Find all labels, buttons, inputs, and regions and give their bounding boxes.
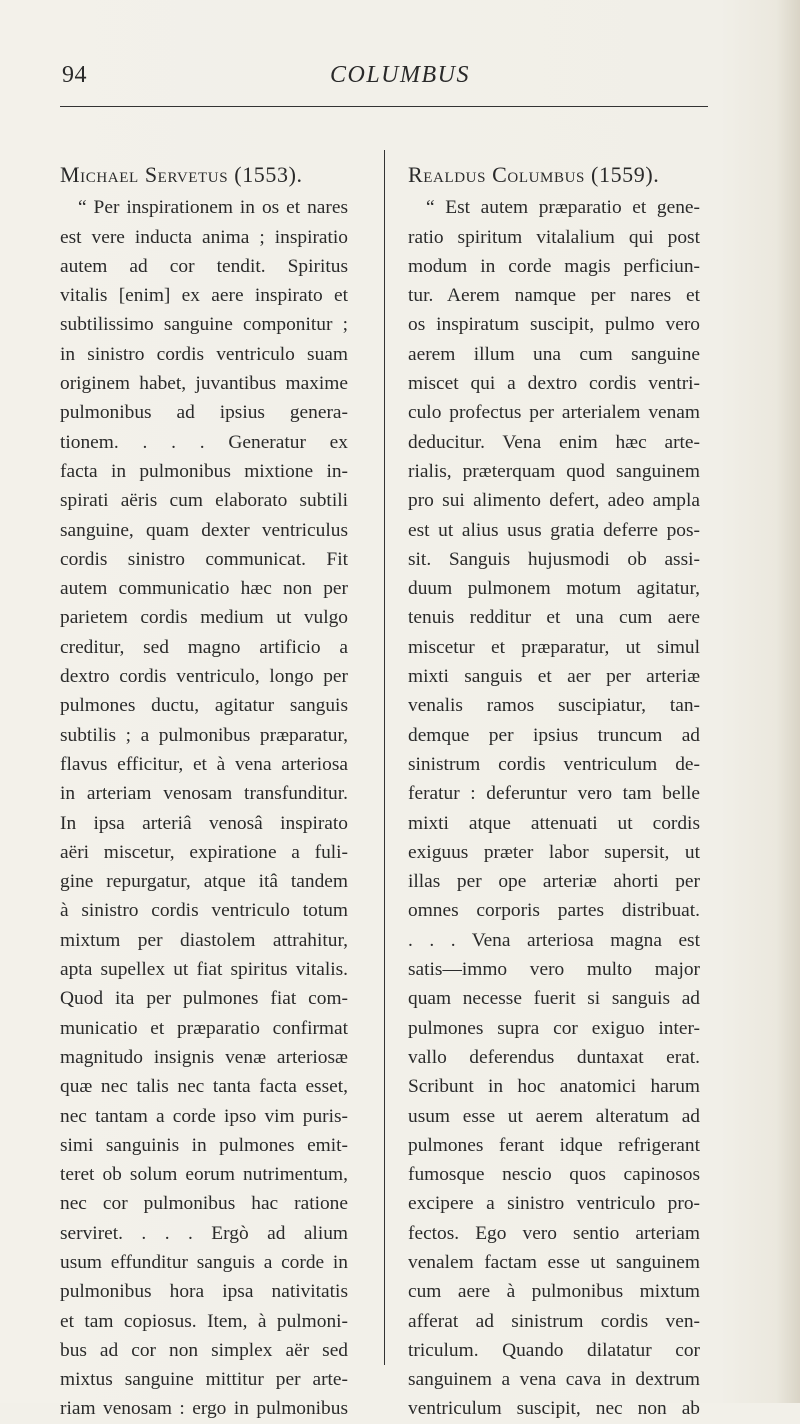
text-line: cordis sinistro communicat. Fit	[60, 548, 348, 570]
text-line: autem ad cor tendit. Spiritus	[60, 255, 348, 277]
text-line: nec tantam a corde ipso vim puris-	[60, 1105, 348, 1127]
text-line: fumosque nescio quos capinosos	[408, 1164, 700, 1186]
text-line: ratio spiritum vitalalium qui post	[408, 226, 700, 248]
text-line: pulmonibus ad ipsius genera-	[60, 402, 348, 424]
text-line: cum aere à pulmonibus mixtum	[408, 1281, 700, 1303]
text-line: os inspiratum suscipit, pulmo vero	[408, 314, 700, 336]
text-line: municatio et præparatio confirmat	[60, 1017, 348, 1039]
text-line: bus ad cor non simplex aër sed	[60, 1339, 348, 1361]
text-line: tionem. . . . Generatur ex	[60, 431, 348, 453]
text-line: dextro cordis ventriculo, longo per	[60, 666, 348, 688]
text-line: Scribunt in hoc anatomici harum	[408, 1076, 700, 1098]
text-line: et tam copiosus. Item, à pulmoni-	[60, 1310, 348, 1332]
text-line: sit. Sanguis hujusmodi ob assi-	[408, 548, 700, 570]
text-line: culo profectus per arterialem venam	[408, 402, 700, 424]
text-line: riam venosam : ergo in pulmonibus	[60, 1398, 348, 1420]
text-line: magnitudo insignis venæ arteriosæ	[60, 1046, 348, 1068]
left-column	[60, 160, 348, 1424]
text-line: subtilis ; a pulmonibus præparatur,	[60, 724, 348, 746]
text-line: pro sui alimento defert, adeo ampla	[408, 490, 700, 512]
text-line: autem communicatio hæc non per	[60, 578, 348, 600]
text-line: tur. Aerem namque per nares et	[408, 285, 700, 307]
left-column-heading: Michael Servetus (1553).	[60, 162, 303, 187]
text-line: illas per ope arteriæ ahorti per	[408, 871, 700, 893]
text-line: miscetur et præparatur, ut simul	[408, 636, 700, 658]
text-line: omnes corporis partes distribuat.	[408, 900, 700, 922]
text-line: nec cor pulmonibus hac ratione	[60, 1193, 348, 1215]
text-line: usum esse ut aerem alteratum ad	[408, 1105, 700, 1127]
text-line: flavus efficitur, et à vena arteriosa	[60, 753, 348, 775]
text-line: apta supellex ut fiat spiritus vitalis.	[60, 959, 348, 981]
text-line: usum effunditur sanguis a corde in	[60, 1251, 348, 1273]
text-line: rialis, præterquam quod sanguinem	[408, 460, 700, 482]
text-line: feratur : deferuntur vero tam belle	[408, 783, 700, 805]
text-line: pulmones ferant idque refrigerant	[408, 1134, 700, 1156]
text-line: aerem illum una cum sanguine	[408, 343, 700, 365]
text-line: in sinistro cordis ventriculo suam	[60, 343, 348, 365]
text-line: vallo deferendus duntaxat erat.	[408, 1046, 700, 1068]
right-column-heading: Realdus Columbus (1559).	[408, 162, 660, 187]
text-line: sanguinem a vena cava in dextrum	[408, 1369, 700, 1391]
text-line: sinistrum cordis ventriculum de-	[408, 753, 700, 775]
text-line: Quod ita per pulmones fiat com-	[60, 988, 348, 1010]
text-line: modum in corde magis perficiun-	[408, 255, 700, 277]
text-line: venalis ramos suscipiatur, tan-	[408, 695, 700, 717]
text-line: est ut alius usus gratia deferre pos-	[408, 519, 700, 541]
text-line: triculum. Quando dilatatur cor	[408, 1339, 700, 1361]
text-line: pulmonibus hora ipsa nativitatis	[60, 1281, 348, 1303]
text-line: simi sanguinis in pulmones emit-	[60, 1134, 348, 1156]
text-line: exiguus præter labor supersit, ut	[408, 841, 700, 863]
text-line: mixtus sanguine mittitur per arte-	[60, 1369, 348, 1391]
text-line: fectos. Ego vero sentio arteriam	[408, 1222, 700, 1244]
right-column	[408, 160, 700, 1424]
text-line: serviret. . . . Ergò ad alium	[60, 1222, 348, 1244]
text-line: vitalis [enim] ex aere inspirato et	[60, 285, 348, 307]
text-line: demque per ipsius truncum ad	[408, 724, 700, 746]
text-line: parietem cordis medium ut vulgo	[60, 607, 348, 629]
text-line: “ Per inspirationem in os et nares	[78, 197, 348, 219]
text-line: pulmones ductu, agitatur sanguis	[60, 695, 348, 717]
text-line: deducitur. Vena enim hæc arte-	[408, 431, 700, 453]
text-line: quam necesse fuerit si sanguis ad	[408, 988, 700, 1010]
text-line: In ipsa arteriâ venosâ inspirato	[60, 812, 348, 834]
text-line: teret ob solum eorum nutrimentum,	[60, 1164, 348, 1186]
text-line: facta in pulmonibus mixtione in-	[60, 460, 348, 482]
text-line: creditur, sed magno artificio a	[60, 636, 348, 658]
text-line: quæ nec talis nec tanta facta esset,	[60, 1076, 348, 1098]
text-line: tenuis redditur et una cum aere	[408, 607, 700, 629]
text-line: afferat ad sinistrum cordis ven-	[408, 1310, 700, 1332]
text-line: ventriculum suscipit, nec non ab	[408, 1398, 700, 1420]
text-line: duum pulmonem motum agitatur,	[408, 578, 700, 600]
text-line: est vere inducta anima ; inspiratio	[60, 226, 348, 248]
text-line: originem habet, juvantibus maxime	[60, 373, 348, 395]
text-line: aëri miscetur, expiratione a fuli-	[60, 841, 348, 863]
page-number: 94	[62, 62, 87, 88]
text-line: satis—immo vero multo major	[408, 959, 700, 981]
running-head: COLUMBUS	[329, 62, 470, 88]
text-line: mixti atque attenuati ut cordis	[408, 812, 700, 834]
text-line: subtilissimo sanguine componitur ;	[60, 314, 348, 336]
text-line: “ Est autem præparatio et gene-	[426, 197, 700, 219]
text-line: mixti sanguis et aer per arteriæ	[408, 666, 700, 688]
text-line: pulmones supra cor exiguo inter-	[408, 1017, 700, 1039]
text-line: à sinistro cordis ventriculo totum	[60, 900, 348, 922]
text-line: sanguine, quam dexter ventriculus	[60, 519, 348, 541]
text-line: miscet qui a dextro cordis ventri-	[408, 373, 700, 395]
text-line: . . . Vena arteriosa magna est	[408, 929, 700, 951]
text-line: venalem factam esse ut sanguinem	[408, 1251, 700, 1273]
text-line: excipere a sinistro ventriculo pro-	[408, 1193, 700, 1215]
header-rule	[60, 106, 708, 107]
text-line: spirati aëris cum elaborato subtili	[60, 490, 348, 512]
text-line: in arteriam venosam transfunditur.	[60, 783, 348, 805]
column-divider	[384, 150, 385, 1365]
text-line: gine repurgatur, atque itâ tandem	[60, 871, 348, 893]
text-line: mixtum per diastolem attrahitur,	[60, 929, 348, 951]
